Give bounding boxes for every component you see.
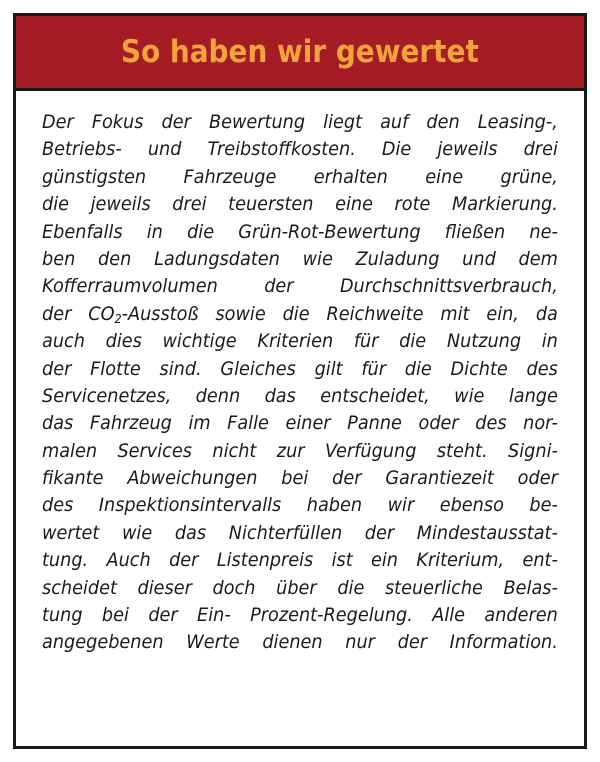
info-box-header bbox=[16, 16, 584, 91]
body-line-co2 bbox=[42, 301, 558, 328]
body-line: günstigsten Fahrzeuge erhalten eine grüne, bbox=[42, 165, 558, 188]
body-line: ben den Ladungsdaten wie Zuladung und dem bbox=[42, 247, 558, 270]
body-line: tung bei der Ein- Prozent-Regelung. Alle anderen bbox=[42, 604, 558, 627]
body-line: scheidet dieser doch über die steuerliche Belas- bbox=[42, 576, 558, 599]
body-line: wertet wie das Nichterfüllen der Mindestausstat- bbox=[42, 521, 558, 544]
body-line: der Flotte sind. Gleiches gilt für die Dichte des bbox=[42, 357, 558, 380]
info-box bbox=[13, 13, 587, 749]
body-line: Servicenetzes, denn das entscheidet, wie lange bbox=[42, 384, 558, 407]
info-box-title: So haben wir gewertet bbox=[121, 34, 479, 70]
body-line: Ebenfalls in die Grün-Rot-Bewertung fließen ne- bbox=[42, 220, 558, 243]
info-box-body bbox=[16, 91, 584, 657]
body-line: des Inspektionsintervalls haben wir ebenso be- bbox=[42, 494, 558, 517]
body-line: malen Services nicht zur Verfügung steht. Signi- bbox=[42, 439, 558, 462]
body-line: Der Fokus der Bewertung liegt auf den Leasing-, bbox=[42, 111, 558, 133]
co2-text-before: der CO bbox=[42, 302, 115, 325]
body-line: das Fahrzeug im Falle einer Panne oder des nor- bbox=[42, 412, 558, 435]
body-line: auch dies wichtige Kriterien für die Nutzung in bbox=[42, 330, 558, 353]
body-line: tung. Auch der Listenpreis ist ein Kriterium, ent- bbox=[42, 549, 558, 572]
body-line: die jeweils drei teuersten eine rote Markierung. bbox=[42, 193, 558, 216]
co2-subscript: 2 bbox=[114, 311, 122, 326]
body-line: Kofferraumvolumen der Durchschnittsverbrauch, bbox=[42, 275, 558, 298]
co2-text-after: -Ausstoß sowie die Reichweite mit ein, da bbox=[121, 302, 558, 325]
body-line: Betriebs- und Treibstoffkosten. Die jeweils drei bbox=[42, 138, 558, 161]
body-line: fikante Abweichungen bei der Garantiezeit oder bbox=[42, 467, 558, 490]
body-line: angegebenen Werte dienen nur der Information. bbox=[42, 631, 558, 654]
